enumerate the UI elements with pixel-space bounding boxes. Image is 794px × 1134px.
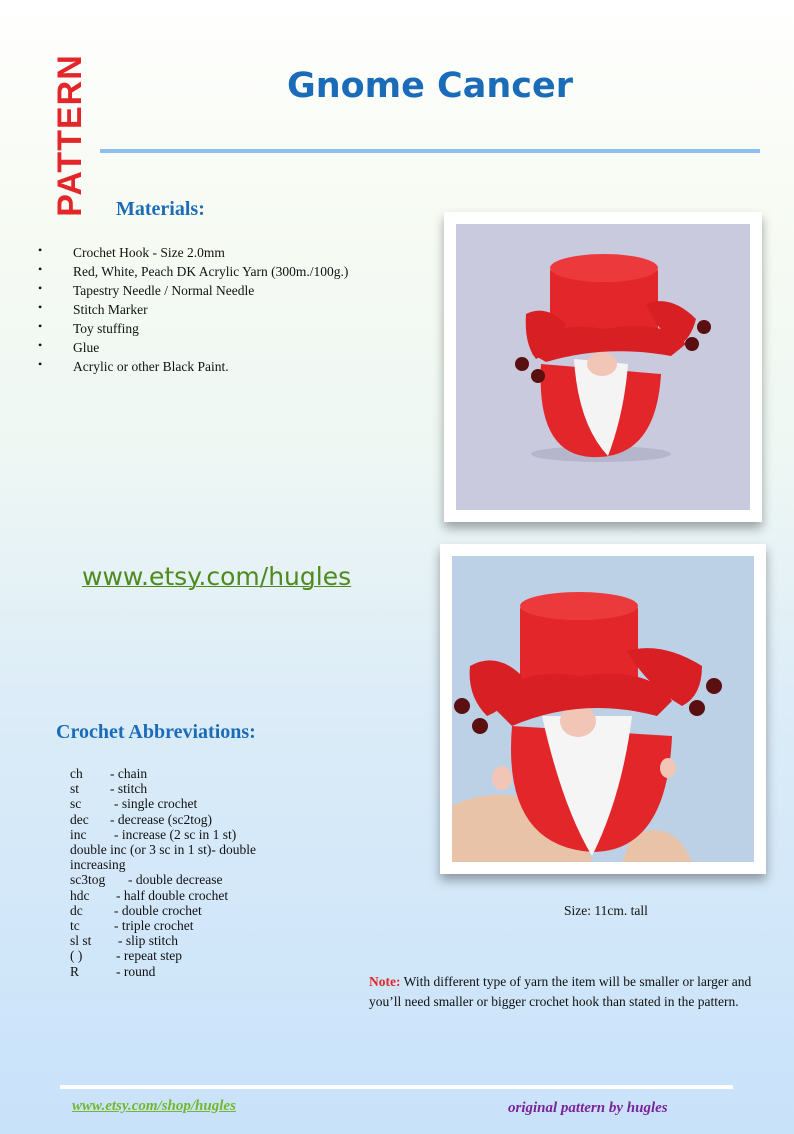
abbreviation-code: sc bbox=[70, 796, 82, 812]
abbreviation-description: - single crochet bbox=[114, 796, 198, 812]
gnome-photo-hand bbox=[440, 544, 766, 874]
abbreviation-description: - increase (2 sc in 1 st) bbox=[114, 826, 237, 842]
abbreviation-description: - decrease (sc2tog) bbox=[110, 811, 212, 827]
page-title: Gnome Cancer bbox=[286, 66, 574, 106]
materials-heading: Materials: bbox=[116, 198, 205, 220]
abbreviation-description: - stitch bbox=[110, 781, 148, 797]
abbreviation-row bbox=[70, 827, 256, 842]
abbreviation-description: - repeat step bbox=[116, 948, 182, 964]
abbreviation-description: - slip stitch bbox=[118, 933, 178, 949]
abbreviation-code: dc bbox=[70, 902, 83, 918]
bullet-icon: • bbox=[38, 300, 43, 314]
bullet-icon: • bbox=[38, 281, 43, 295]
abbreviation-code: st bbox=[70, 781, 80, 797]
abbreviation-row bbox=[70, 812, 256, 827]
abbreviation-code: ch bbox=[70, 766, 83, 781]
bullet-icon: • bbox=[38, 338, 43, 352]
yarn-note bbox=[369, 972, 757, 1011]
abbreviation-description: - double decrease bbox=[128, 872, 223, 888]
abbreviation-row bbox=[70, 857, 256, 872]
bullet-icon: • bbox=[38, 319, 43, 333]
abbreviation-row bbox=[70, 888, 256, 903]
footer-divider bbox=[60, 1085, 733, 1089]
materials-item: • Glue bbox=[38, 338, 100, 355]
abbreviations-heading: Crochet Abbreviations: bbox=[56, 721, 256, 743]
abbreviation-row bbox=[70, 781, 256, 796]
pattern-side-label bbox=[48, 50, 92, 220]
abbreviation-row bbox=[70, 933, 256, 948]
abbreviation-code: increasing bbox=[70, 857, 126, 873]
abbreviation-code: tc bbox=[70, 918, 80, 934]
footer-credit: original pattern by hugles bbox=[508, 1100, 668, 1116]
abbreviation-description: - half double crochet bbox=[116, 887, 229, 903]
materials-item: • Tapestry Needle / Normal Needle bbox=[38, 281, 255, 298]
note-text: With different type of yarn the item will be smaller or larger and you’ll need smaller or bigger crochet hook than stated in the pattern. bbox=[369, 974, 752, 1009]
abbreviation-code: hdc bbox=[70, 887, 90, 903]
abbreviation-code: sc3tog bbox=[70, 872, 106, 888]
abbreviation-code: R bbox=[70, 963, 80, 979]
abbreviation-row bbox=[70, 918, 256, 933]
abbreviation-row bbox=[70, 964, 256, 979]
abbreviation-row bbox=[70, 766, 256, 781]
materials-item: • Stitch Marker bbox=[38, 300, 148, 317]
footer-shop-link[interactable]: www.etsy.com/shop/hugles bbox=[72, 1098, 236, 1114]
abbreviation-code: sl st bbox=[70, 933, 92, 949]
abbreviations-list bbox=[70, 766, 256, 979]
gnome-illustration bbox=[456, 224, 750, 510]
materials-list bbox=[38, 243, 348, 376]
materials-item: • Toy stuffing bbox=[38, 319, 139, 336]
abbreviation-row bbox=[70, 872, 256, 887]
abbreviation-description: - triple crochet bbox=[114, 918, 194, 934]
abbreviation-code: double inc (or 3 sc in 1 st)- double bbox=[70, 842, 256, 858]
abbreviation-code: dec bbox=[70, 811, 89, 827]
bullet-icon: • bbox=[38, 357, 43, 371]
abbreviation-code: inc bbox=[70, 826, 87, 842]
gnome-photo-front bbox=[444, 212, 762, 522]
abbreviation-row bbox=[70, 796, 256, 811]
abbreviation-description: - double crochet bbox=[114, 902, 202, 918]
materials-item: • Crochet Hook - Size 2.0mm bbox=[38, 243, 225, 260]
etsy-shop-link[interactable]: www.etsy.com/hugles bbox=[82, 562, 352, 591]
materials-item: • Red, White, Peach DK Acrylic Yarn (300m./100g.) bbox=[38, 262, 349, 279]
bullet-icon: • bbox=[38, 243, 43, 257]
title-divider bbox=[100, 149, 760, 153]
abbreviation-row bbox=[70, 948, 256, 963]
abbreviation-code: ( ) bbox=[70, 948, 83, 964]
bullet-icon: • bbox=[38, 262, 43, 276]
abbreviation-description: - round bbox=[116, 963, 156, 979]
abbreviation-description: - chain bbox=[110, 766, 148, 781]
materials-item: • Acrylic or other Black Paint. bbox=[38, 357, 229, 374]
size-note: Size: 11cm. tall bbox=[564, 903, 648, 918]
abbreviation-row bbox=[70, 903, 256, 918]
pattern-side-label-text: PATTERN bbox=[50, 53, 89, 217]
note-label: Note: bbox=[369, 974, 401, 989]
abbreviation-row bbox=[70, 842, 256, 857]
gnome-illustration bbox=[452, 556, 754, 862]
